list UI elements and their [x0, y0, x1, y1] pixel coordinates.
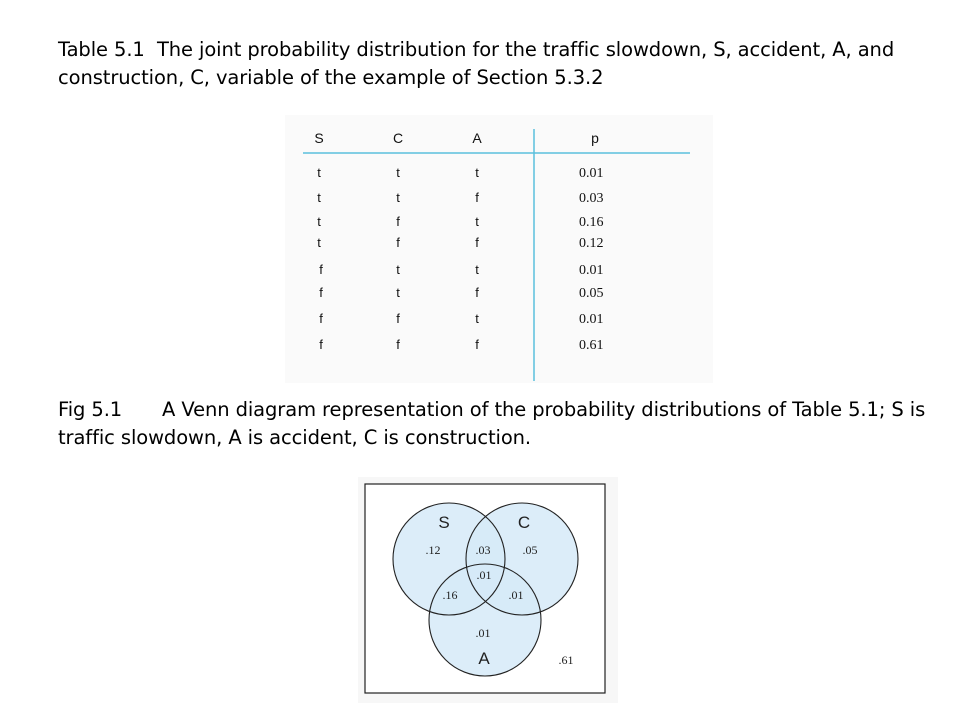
venn-label-c: C	[517, 513, 531, 532]
joint-probability-table	[285, 115, 713, 383]
table-cell-s: f	[319, 262, 323, 277]
table-cell-p: 0.12	[579, 236, 604, 251]
table-cell-a: f	[475, 235, 479, 250]
table-cell-c: t	[396, 190, 400, 205]
venn-graphic	[358, 477, 618, 703]
venn-region-s-and-a: .16	[442, 588, 458, 602]
table-cell-p: 0.03	[579, 191, 604, 206]
venn-label-s: S	[438, 513, 450, 532]
venn-region-c-only: .05	[522, 543, 538, 557]
figure-caption	[58, 396, 928, 452]
venn-diagram	[358, 477, 618, 703]
table-caption-text: The joint probability distribution for the traffic slowdown, S, accident, A, and construction, C, variable of the example of Section 5.3.2	[58, 38, 895, 89]
table-cell-s: f	[319, 337, 323, 352]
table-cell-c: f	[396, 214, 400, 229]
table-cell-a: f	[475, 285, 479, 300]
table-cell-a: t	[475, 262, 479, 277]
table-cell-p: 0.01	[579, 312, 604, 327]
venn-region-all-three: .01	[476, 568, 492, 582]
table-cell-c: f	[396, 311, 400, 326]
venn-region-c-and-a: .01	[508, 588, 524, 602]
table-cell-p: 0.16	[579, 215, 604, 230]
table-cell-c: t	[396, 262, 400, 277]
table-cell-c: f	[396, 337, 400, 352]
table-cell-p: 0.01	[579, 166, 604, 181]
table-cell-a: t	[475, 165, 479, 180]
table-header-c: C	[392, 130, 404, 146]
venn-region-a-only: .01	[475, 626, 491, 640]
table-header-p: p	[591, 130, 599, 146]
venn-region-none: .61	[558, 653, 574, 667]
table-cell-c: f	[396, 235, 400, 250]
table-cell-s: f	[319, 311, 323, 326]
table-cell-c: t	[396, 285, 400, 300]
table-cell-s: f	[319, 285, 323, 300]
table-cell-s: t	[317, 165, 321, 180]
venn-label-a: A	[478, 649, 490, 668]
table-header-a: A	[472, 130, 482, 146]
figure-caption-text: A Venn diagram representation of the probability distributions of Table 5.1; S is traffic slowdown, A is accident, C is construction.	[58, 398, 926, 449]
table-cell-p: 0.01	[579, 263, 604, 278]
table-cell-a: f	[475, 337, 479, 352]
table-caption	[58, 36, 928, 92]
table-header-s: S	[314, 130, 324, 146]
figure-caption-number: Fig 5.1	[58, 398, 123, 421]
venn-region-s-and-c: .03	[475, 543, 491, 557]
table-cell-a: t	[475, 214, 479, 229]
venn-region-s-only: .12	[425, 543, 441, 557]
table-cell-s: t	[317, 214, 321, 229]
table-cell-a: f	[475, 190, 479, 205]
table-cell-s: t	[317, 190, 321, 205]
table-cell-p: 0.61	[579, 338, 604, 353]
table-cell-a: t	[475, 311, 479, 326]
table-cell-s: t	[317, 235, 321, 250]
table-cell-c: t	[396, 165, 400, 180]
table-caption-number: Table 5.1	[58, 38, 145, 61]
table-cell-p: 0.05	[579, 286, 604, 301]
table-graphic	[285, 115, 713, 383]
